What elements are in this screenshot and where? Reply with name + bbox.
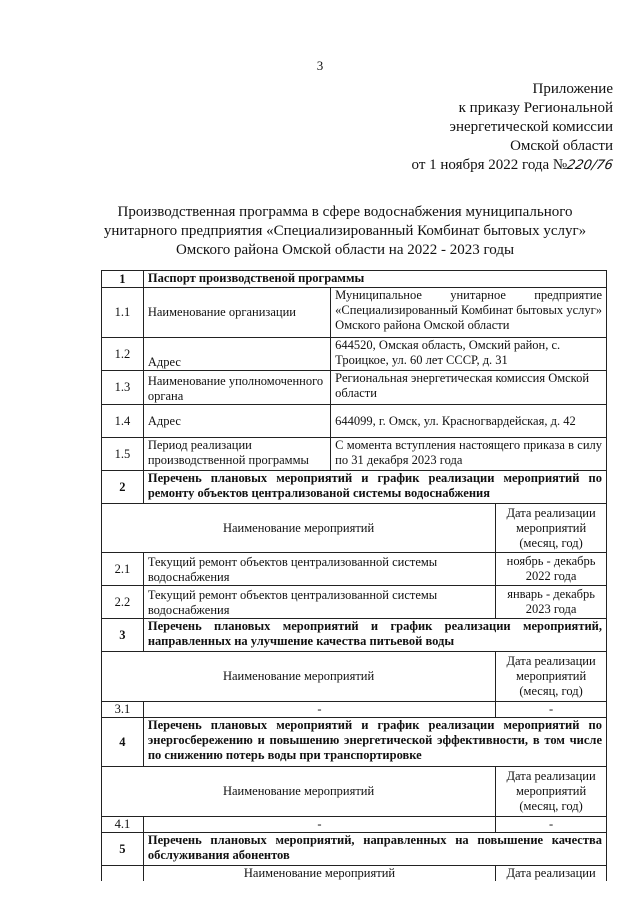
row-value: 644520, Омская область, Омский район, с. Троицкое, ул. 60 лет СССР, д. 31 <box>331 338 607 371</box>
section-title: Перечень плановых мероприятий и график реализации мероприятий, направленных на улучшение качества питьевой воды <box>143 619 606 652</box>
row-value: Региональная энергетическая комиссия Омской области <box>331 371 607 405</box>
appendix-date-line <box>412 156 613 175</box>
section-title: Паспорт производственой программы <box>143 271 606 288</box>
section-title: Перечень плановых мероприятий и график реализации мероприятий по энергосбережению и повышению энергетической эффективности, в том числе по снижению потерь воды при транспортировке <box>143 718 606 767</box>
activity-name: Текущий ремонт объектов централизованной системы водоснабжения <box>143 553 495 586</box>
section-number: 2 <box>102 471 144 504</box>
appendix-line: энергетической комиссии <box>449 119 613 135</box>
row-value: 644099, г. Омск, ул. Красногвардейская, д. 42 <box>331 405 607 438</box>
row-label: Период реализации производственной программы <box>143 438 330 471</box>
table-row <box>102 288 607 338</box>
page-number: 3 <box>316 58 324 73</box>
section-header-row <box>102 619 607 652</box>
row-number: 1.1 <box>102 288 144 338</box>
row-number: 4.1 <box>102 817 144 833</box>
section-title: Перечень плановых мероприятий, направленных на повышение качества обслуживания абонентов <box>143 833 606 866</box>
activity-date: - <box>496 817 607 833</box>
section-number: 4 <box>102 718 144 767</box>
column-header-name: Наименование мероприятий <box>102 504 496 553</box>
document-title: Производственная программа в сфере водоснабжения муниципального унитарного предприятия «Специализированный Комбинат бытовых услуг» Омского района Омской области на 2022 - 2023 годы <box>103 204 587 258</box>
activity-date: ноябрь - декабрь 2022 года <box>496 553 607 586</box>
column-header-date: Дата реализации мероприятий (месяц, год) <box>496 652 607 702</box>
section-number: 1 <box>102 271 144 288</box>
column-header-name: Наименование мероприятий <box>102 652 496 702</box>
section-header-row <box>102 471 607 504</box>
row-value: Муниципальное унитарное предприятие «Специализированный Комбинат бытовых услуг» Омского района Омской области <box>331 288 607 338</box>
activity-date: январь - декабрь 2023 года <box>496 586 607 619</box>
order-number-handwritten: 220/76 <box>565 158 615 173</box>
row-value: С момента вступления настоящего приказа в силу по 31 декабря 2023 года <box>331 438 607 471</box>
appendix-line: Омской области <box>510 138 613 154</box>
activity-name: - <box>143 702 495 718</box>
section-number: 5 <box>102 833 144 866</box>
activity-date: - <box>496 702 607 718</box>
column-header-date: Дата реализации мероприятий (месяц, год) <box>496 504 607 553</box>
row-number: 1.2 <box>102 338 144 371</box>
column-header-row <box>102 504 607 553</box>
row-number: 2.1 <box>102 553 144 586</box>
table-row <box>102 371 607 405</box>
section-header-row <box>102 271 607 288</box>
appendix-date: от 1 ноября 2022 года № <box>411 157 568 173</box>
table-row <box>102 338 607 371</box>
column-header-name: Наименование мероприятий <box>143 866 495 882</box>
activity-name: - <box>143 817 495 833</box>
row-label: Наименование уполномоченного органа <box>143 371 330 405</box>
column-header-date: Дата реализации мероприятий (месяц, год) <box>496 767 607 817</box>
section-number: 3 <box>102 619 144 652</box>
row-label: Наименование организации <box>143 288 330 338</box>
column-header-row <box>102 767 607 817</box>
table-row <box>102 438 607 471</box>
column-header-date: Дата реализации <box>496 866 607 882</box>
table-row <box>102 817 607 833</box>
table-row <box>102 405 607 438</box>
table-row <box>102 553 607 586</box>
row-number: 3.1 <box>102 702 144 718</box>
program-table <box>101 270 607 881</box>
row-number: 2.2 <box>102 586 144 619</box>
appendix-line: Приложение <box>532 81 613 97</box>
table-row <box>102 702 607 718</box>
activity-name: Текущий ремонт объектов централизованной системы водоснабжения <box>143 586 495 619</box>
row-number: 1.3 <box>102 371 144 405</box>
appendix-header <box>412 80 613 175</box>
column-header-name: Наименование мероприятий <box>102 767 496 817</box>
section-title: Перечень плановых мероприятий и график реализации мероприятий по ремонту объектов централизованой системы водоснабжения <box>143 471 606 504</box>
row-label: Адрес <box>143 338 330 371</box>
section-header-row <box>102 718 607 767</box>
column-header-row <box>102 652 607 702</box>
appendix-line: к приказу Региональной <box>458 100 613 116</box>
table-row <box>102 586 607 619</box>
column-header-row <box>102 866 607 882</box>
row-number: 1.4 <box>102 405 144 438</box>
row-number: 1.5 <box>102 438 144 471</box>
section-header-row <box>102 833 607 866</box>
row-label: Адрес <box>143 405 330 438</box>
